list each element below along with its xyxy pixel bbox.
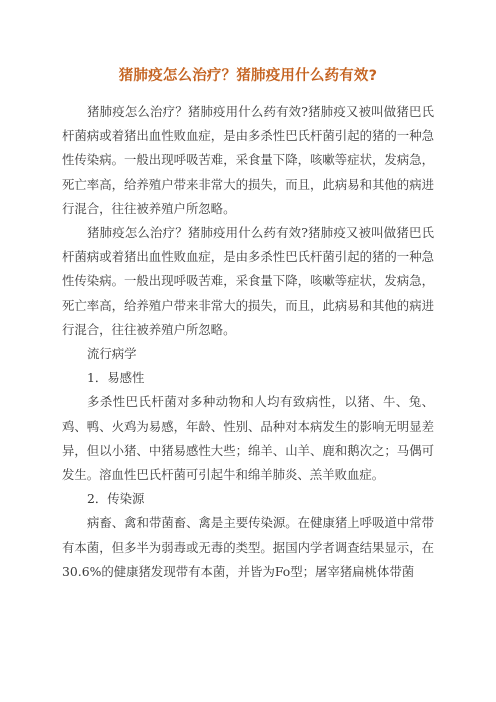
subsection-heading-susceptibility: 1．易感性 [87,370,145,386]
paragraph-infection-source: 病畜、禽和带菌畜、禽是主要传染源。在健康猪上呼吸道中常带有本菌，但多半为弱毒或无毒的类型。据国内学者调查结果显示，在30.6%的健康猪发现带有本菌，并皆为Fo型；屠宰猪扁桃体带菌 [62,515,434,579]
document-body [62,100,434,584]
document-title: 猪肺疫怎么治疗？猪肺疫用什么药有效? [118,68,378,84]
paragraph-intro-1: 猪肺疫怎么治疗？猪肺疫用什么药有效?猪肺疫又被叫做猪巴氏杆菌病或着猪出血性败血症，是由多杀性巴氏杆菌引起的猪的一种急性传染病。一般出现呼吸苦难，采食量下降，咳嗽等症状，发病急，死亡率高，给养殖户带来非常大的损失，而且，此病易和其他的病进行混合，往往被养殖户所忽略。 [62,104,434,216]
paragraph-intro-2: 猪肺疫怎么治疗？猪肺疫用什么药有效?猪肺疫又被叫做猪巴氏杆菌病或着猪出血性败血症，是由多杀性巴氏杆菌引起的猪的一种急性传染病。一般出现呼吸苦难，采食量下降，咳嗽等症状，发病急，死亡率高，给养殖户带来非常大的损失，而且，此病易和其他的病进行混合，往往被养殖户所忽略。 [62,225,434,337]
subsection-heading-infection-source: 2．传染源 [87,491,145,507]
paragraph-susceptibility: 多杀性巴氏杆菌对多种动物和人均有致病性，以猪、牛、兔、鸡、鸭、火鸡为易感，年龄、性别、品种对本病发生的影响无明显差异，但以小猪、中猪易感性大些；绵羊、山羊、鹿和鹅次之；马偶可发生。溶血性巴氏杆菌可引起牛和绵羊肺炎、羔羊败血症。 [62,394,434,483]
section-heading-epidemiology: 流行病学 [87,346,137,362]
